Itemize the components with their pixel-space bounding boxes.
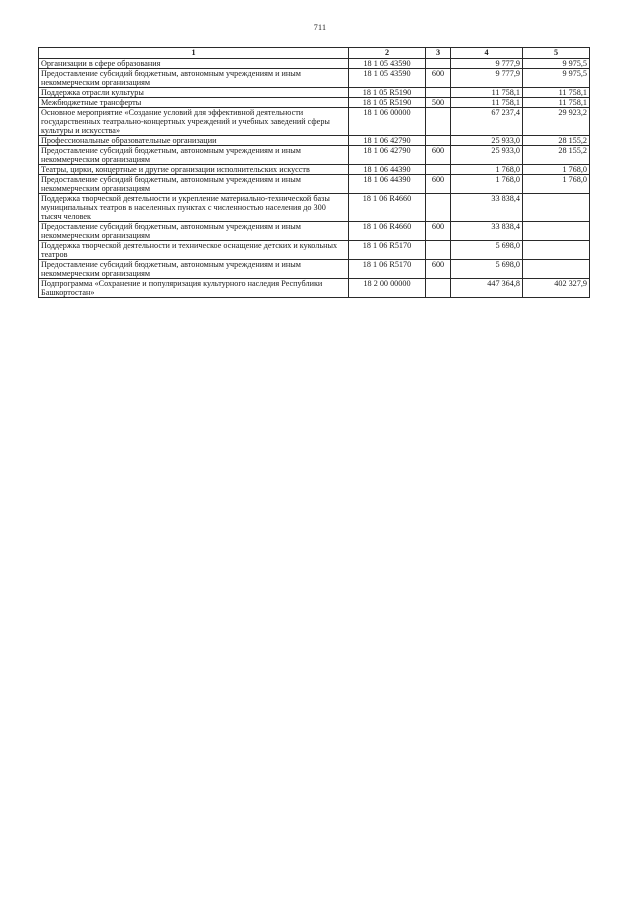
row-type-cell — [426, 136, 451, 146]
row-type-cell — [426, 88, 451, 98]
row-value-4-cell: 25 933,0 — [451, 136, 523, 146]
table-row — [39, 175, 590, 194]
row-code-cell: 18 1 06 00000 — [349, 108, 426, 136]
table-row — [39, 108, 590, 136]
row-value-5-cell — [523, 222, 590, 241]
row-value-4-cell: 1 768,0 — [451, 175, 523, 194]
row-value-4-cell: 9 777,9 — [451, 69, 523, 88]
row-value-4-cell: 447 364,8 — [451, 279, 523, 298]
row-type-cell — [426, 108, 451, 136]
row-name-cell: Межбюджетные трансферты — [39, 98, 349, 108]
row-code-cell: 18 1 05 43590 — [349, 69, 426, 88]
row-value-4-cell: 11 758,1 — [451, 98, 523, 108]
header-col-5: 5 — [523, 48, 590, 59]
table-row — [39, 59, 590, 69]
row-type-cell: 600 — [426, 222, 451, 241]
row-code-cell: 18 1 06 R4660 — [349, 194, 426, 222]
table-row — [39, 241, 590, 260]
row-value-5-cell: 11 758,1 — [523, 88, 590, 98]
header-col-1: 1 — [39, 48, 349, 59]
header-col-3: 3 — [426, 48, 451, 59]
row-value-5-cell: 29 923,2 — [523, 108, 590, 136]
row-value-5-cell — [523, 194, 590, 222]
row-code-cell: 18 1 05 R5190 — [349, 88, 426, 98]
table-row — [39, 136, 590, 146]
row-name-cell: Подпрограмма «Сохранение и популяризация культурного наследия Республики Башкортостан» — [39, 279, 349, 298]
header-col-4: 4 — [451, 48, 523, 59]
row-name-cell: Поддержка творческой деятельности и укрепление материально-технической базы муниципальных театров в населенных пунктах с численностью населения до 300 тысяч человек — [39, 194, 349, 222]
row-value-4-cell: 33 838,4 — [451, 222, 523, 241]
row-name-cell: Профессиональные образовательные организации — [39, 136, 349, 146]
table-row — [39, 222, 590, 241]
table-body — [39, 59, 590, 298]
row-code-cell: 18 2 00 00000 — [349, 279, 426, 298]
row-code-cell: 18 1 06 44390 — [349, 175, 426, 194]
table-row — [39, 88, 590, 98]
row-value-5-cell: 1 768,0 — [523, 165, 590, 175]
row-name-cell: Предоставление субсидий бюджетным, автономным учреждениям и иным некоммерческим организациям — [39, 146, 349, 165]
row-value-4-cell: 67 237,4 — [451, 108, 523, 136]
row-value-5-cell: 28 155,2 — [523, 146, 590, 165]
row-code-cell: 18 1 05 R5190 — [349, 98, 426, 108]
row-value-5-cell — [523, 241, 590, 260]
row-value-5-cell — [523, 260, 590, 279]
row-code-cell: 18 1 06 R4660 — [349, 222, 426, 241]
row-name-cell: Предоставление субсидий бюджетным, автономным учреждениям и иным некоммерческим организациям — [39, 175, 349, 194]
row-type-cell: 600 — [426, 146, 451, 165]
row-type-cell — [426, 165, 451, 175]
table-row — [39, 98, 590, 108]
row-code-cell: 18 1 06 R5170 — [349, 241, 426, 260]
row-type-cell — [426, 59, 451, 69]
table-row — [39, 146, 590, 165]
row-value-4-cell: 5 698,0 — [451, 241, 523, 260]
row-value-5-cell: 9 975,5 — [523, 69, 590, 88]
row-type-cell — [426, 279, 451, 298]
row-value-4-cell: 5 698,0 — [451, 260, 523, 279]
page-number: 711 — [313, 23, 327, 32]
row-type-cell: 600 — [426, 260, 451, 279]
row-value-4-cell: 33 838,4 — [451, 194, 523, 222]
row-type-cell — [426, 241, 451, 260]
table-header-row — [39, 48, 590, 59]
row-name-cell: Основное мероприятие «Создание условий для эффективной деятельности государственных театрально-концертных учреждений и учебных заведений сферы культуры и искусства» — [39, 108, 349, 136]
row-value-4-cell: 1 768,0 — [451, 165, 523, 175]
table-row — [39, 279, 590, 298]
table-row — [39, 165, 590, 175]
row-type-cell: 600 — [426, 175, 451, 194]
row-value-5-cell: 11 758,1 — [523, 98, 590, 108]
row-name-cell: Предоставление субсидий бюджетным, автономным учреждениям и иным некоммерческим организациям — [39, 222, 349, 241]
row-name-cell: Организации в сфере образования — [39, 59, 349, 69]
table-row — [39, 69, 590, 88]
table-row — [39, 194, 590, 222]
row-name-cell: Театры, цирки, концертные и другие организации исполнительских искусств — [39, 165, 349, 175]
row-code-cell: 18 1 05 43590 — [349, 59, 426, 69]
row-value-4-cell: 9 777,9 — [451, 59, 523, 69]
row-type-cell — [426, 194, 451, 222]
header-col-2: 2 — [349, 48, 426, 59]
row-value-5-cell: 9 975,5 — [523, 59, 590, 69]
row-code-cell: 18 1 06 42790 — [349, 136, 426, 146]
row-code-cell: 18 1 06 44390 — [349, 165, 426, 175]
row-value-4-cell: 25 933,0 — [451, 146, 523, 165]
table-row — [39, 260, 590, 279]
row-name-cell: Поддержка отрасли культуры — [39, 88, 349, 98]
budget-table — [38, 47, 590, 298]
row-value-4-cell: 11 758,1 — [451, 88, 523, 98]
row-code-cell: 18 1 06 R5170 — [349, 260, 426, 279]
row-name-cell: Предоставление субсидий бюджетным, автономным учреждениям и иным некоммерческим организациям — [39, 69, 349, 88]
row-value-5-cell: 402 327,9 — [523, 279, 590, 298]
row-type-cell: 500 — [426, 98, 451, 108]
row-type-cell: 600 — [426, 69, 451, 88]
row-value-5-cell: 28 155,2 — [523, 136, 590, 146]
row-value-5-cell: 1 768,0 — [523, 175, 590, 194]
row-code-cell: 18 1 06 42790 — [349, 146, 426, 165]
row-name-cell: Предоставление субсидий бюджетным, автономным учреждениям и иным некоммерческим организациям — [39, 260, 349, 279]
row-name-cell: Поддержка творческой деятельности и техническое оснащение детских и кукольных театров — [39, 241, 349, 260]
